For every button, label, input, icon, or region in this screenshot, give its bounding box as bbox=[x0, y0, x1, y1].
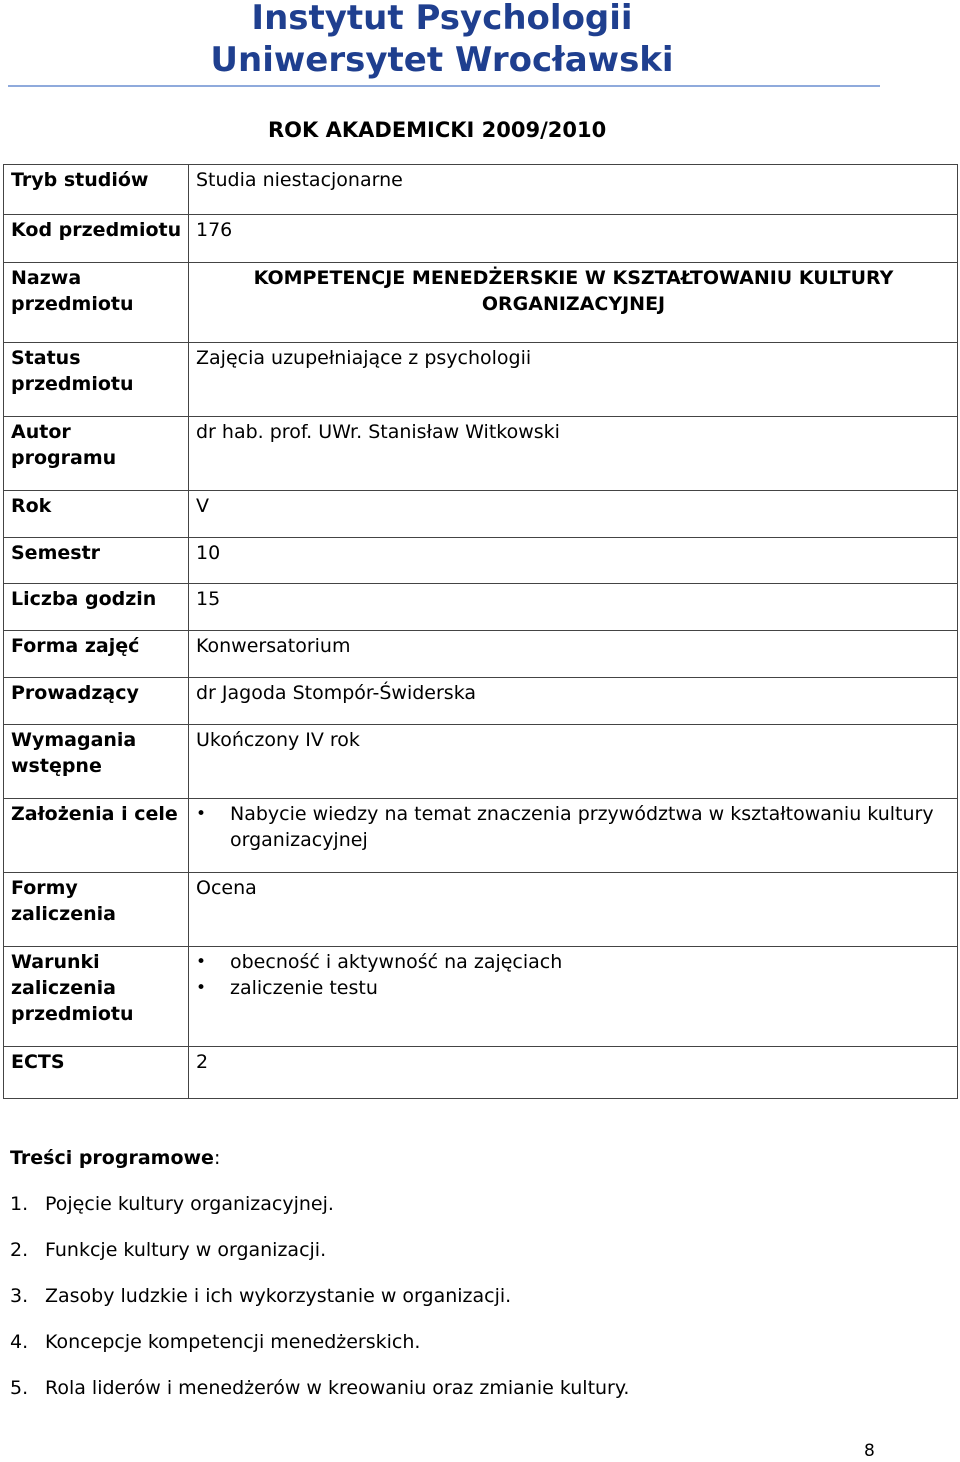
label-wymagania: Wymagania wstępne bbox=[4, 725, 189, 799]
table-row bbox=[4, 725, 958, 799]
topic-number: 4. bbox=[10, 1331, 29, 1353]
topic-number: 2. bbox=[10, 1239, 29, 1261]
label-semestr: Semestr bbox=[4, 538, 189, 584]
header-divider bbox=[8, 85, 880, 87]
value-semestr: 10 bbox=[189, 538, 958, 584]
table-row bbox=[4, 417, 958, 491]
value-nazwa: KOMPETENCJE MENEDŻERSKIE W KSZTAŁTOWANIU KULTURY ORGANIZACYJNEJ bbox=[189, 263, 958, 343]
value-autor: dr hab. prof. UWr. Stanisław Witkowski bbox=[189, 417, 958, 491]
list-item bbox=[10, 1374, 629, 1420]
list-item: • Nabycie wiedzy na temat znaczenia przywództwa w kształtowaniu kultury organizacyjnej bbox=[230, 801, 951, 853]
label-ects: ECTS bbox=[4, 1047, 189, 1099]
course-info-table bbox=[3, 164, 958, 1099]
value-prowadzacy: dr Jagoda Stompór-Świderska bbox=[189, 678, 958, 725]
value-kod: 176 bbox=[189, 215, 958, 263]
label-prowadzacy: Prowadzący bbox=[4, 678, 189, 725]
value-godziny: 15 bbox=[189, 584, 958, 631]
table-row bbox=[4, 873, 958, 947]
label-godziny: Liczba godzin bbox=[4, 584, 189, 631]
value-tryb: Studia niestacjonarne bbox=[189, 165, 958, 215]
label-kod: Kod przedmiotu bbox=[4, 215, 189, 263]
table-row bbox=[4, 491, 958, 538]
table-row bbox=[4, 343, 958, 417]
value-status: Zajęcia uzupełniające z psychologii bbox=[189, 343, 958, 417]
goals-list bbox=[196, 801, 951, 853]
table-row bbox=[4, 1047, 958, 1099]
list-item bbox=[10, 1282, 629, 1328]
table-row bbox=[4, 631, 958, 678]
table-row bbox=[4, 165, 958, 215]
label-status: Status przedmiotu bbox=[4, 343, 189, 417]
label-warunki: Warunki zaliczenia przedmiotu bbox=[4, 947, 189, 1047]
topic-number: 1. bbox=[10, 1193, 29, 1215]
value-ects: 2 bbox=[189, 1047, 958, 1099]
value-warunki bbox=[189, 947, 958, 1047]
university-name: Uniwersytet Wrocławski bbox=[210, 40, 674, 80]
page-number: 8 bbox=[864, 1441, 875, 1461]
conditions-list bbox=[196, 949, 951, 1001]
list-item: • zaliczenie testu bbox=[230, 975, 951, 1001]
value-forma: Konwersatorium bbox=[189, 631, 958, 678]
list-item: • obecność i aktywność na zajęciach bbox=[230, 949, 951, 975]
value-zalozenia bbox=[189, 799, 958, 873]
institute-name: Instytut Psychologii bbox=[251, 0, 633, 38]
topic-number: 3. bbox=[10, 1285, 29, 1307]
list-item bbox=[10, 1236, 629, 1282]
content-heading-colon: : bbox=[213, 1147, 221, 1169]
content-heading bbox=[10, 1147, 220, 1169]
topic-number: 5. bbox=[10, 1377, 29, 1399]
label-forma: Forma zajęć bbox=[4, 631, 189, 678]
label-zalozenia: Założenia i cele bbox=[4, 799, 189, 873]
content-heading-text: Treści programowe bbox=[10, 1147, 214, 1169]
value-wymagania: Ukończony IV rok bbox=[189, 725, 958, 799]
label-tryb: Tryb studiów bbox=[4, 165, 189, 215]
label-rok: Rok bbox=[4, 491, 189, 538]
topic-text: Rola liderów i menedżerów w kreowaniu oraz zmianie kultury. bbox=[45, 1377, 630, 1399]
topic-text: Pojęcie kultury organizacyjnej. bbox=[45, 1193, 334, 1215]
topic-text: Koncepcje kompetencji menedżerskich. bbox=[45, 1331, 421, 1353]
table-row bbox=[4, 215, 958, 263]
topic-text: Zasoby ludzkie i ich wykorzystanie w organizacji. bbox=[45, 1285, 512, 1307]
label-nazwa: Nazwa przedmiotu bbox=[4, 263, 189, 343]
table-row bbox=[4, 584, 958, 631]
list-item bbox=[10, 1190, 629, 1236]
table-row bbox=[4, 263, 958, 343]
table-row bbox=[4, 947, 958, 1047]
table-row bbox=[4, 538, 958, 584]
value-formy: Ocena bbox=[189, 873, 958, 947]
topics-list bbox=[10, 1190, 629, 1420]
table-row bbox=[4, 678, 958, 725]
topic-text: Funkcje kultury w organizacji. bbox=[45, 1239, 327, 1261]
label-formy: Formy zaliczenia bbox=[4, 873, 189, 947]
label-autor: Autor programu bbox=[4, 417, 189, 491]
table-row bbox=[4, 799, 958, 873]
value-rok: V bbox=[189, 491, 958, 538]
list-item bbox=[10, 1328, 629, 1374]
academic-year: ROK AKADEMICKI 2009/2010 bbox=[268, 118, 607, 142]
